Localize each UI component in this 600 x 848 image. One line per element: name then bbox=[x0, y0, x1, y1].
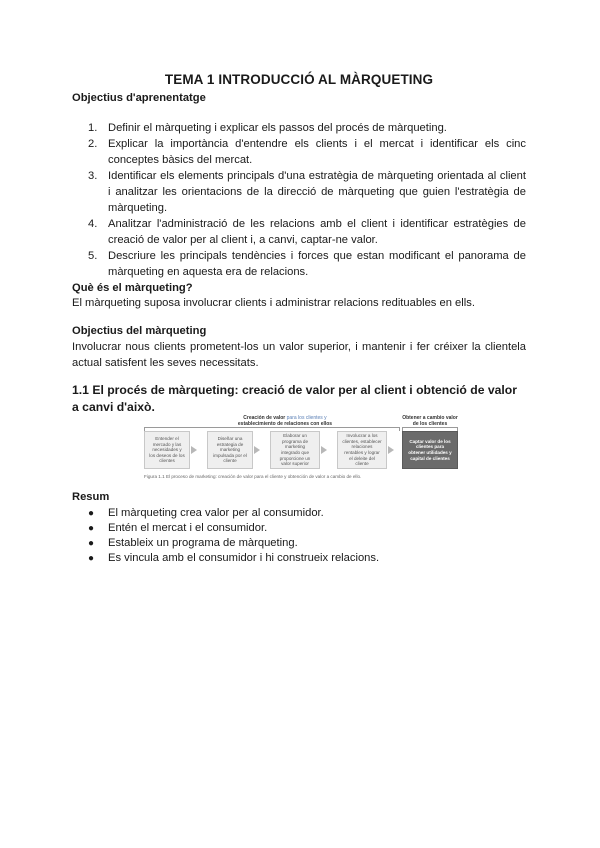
list-item: 1. Definir el màrqueting i explicar els passos del procés de màrqueting. bbox=[88, 122, 447, 134]
page-title: TEMA 1 INTRODUCCIÓ AL MÀRQUETING bbox=[164, 72, 434, 87]
list-item: ● Entén el mercat i el consumidor. bbox=[88, 522, 268, 534]
list-item: 3. Identificar els elements principals d'una estratègia de màrqueting orientada al client i analitzar les orientacions de la direcció de màrqueting que guien l'estratègia de màrqueting. bbox=[88, 170, 526, 214]
arrow-icon bbox=[388, 446, 394, 454]
what-is-heading: Què és el màrqueting? bbox=[72, 282, 193, 294]
goals-text: Involucrar nous clients prometent-los un valor superior, i mantenir i fer créixer la clientela actual satisfent les seves necessitats. bbox=[72, 341, 526, 369]
list-item: ● Es vincula amb el consumidor i hi construeix relacions. bbox=[88, 552, 380, 564]
objectives-list bbox=[72, 120, 526, 280]
objectives-heading: Objectius d'aprenentatge bbox=[72, 92, 206, 104]
arrow-icon bbox=[191, 446, 197, 454]
summary-heading: Resum bbox=[72, 491, 110, 503]
process-heading: 1.1 El procés de màrqueting: creació de valor per al client i obtenció de valor a canvi d'això. bbox=[72, 383, 517, 414]
list-item: ● Estableix un programa de màrqueting. bbox=[88, 537, 298, 549]
list-item: 2. Explicar la importància d'entendre els clients i el mercat i identificar els cinc conceptes bàsics del mercat. bbox=[88, 138, 526, 166]
figure-header-left: Creación de valor para los clientes y establecimiento de relaciones con ellos bbox=[237, 415, 333, 427]
process-step-1: Entender el mercado y las necesidades y los deseos de los clientes bbox=[144, 431, 190, 469]
arrow-icon bbox=[254, 446, 260, 454]
figure-caption: Figura 1.1 El proceso de marketing: creación de valor para el cliente y obtención de valor a cambio de ello. bbox=[144, 474, 362, 479]
list-item: 4. Analitzar l'administració de les relacions amb el client i identificar estratègies de creació de valor per al client i, a canvi, captar-ne valor. bbox=[88, 218, 526, 246]
summary-list bbox=[72, 506, 526, 566]
what-is-text: El màrqueting suposa involucrar clients i administrar relacions redituables en ells. bbox=[72, 297, 475, 309]
process-step-3: Elaborar un programa de marketing integrado que proporcione un valor superior bbox=[270, 431, 320, 469]
goals-heading: Objectius del màrqueting bbox=[72, 325, 207, 337]
marketing-process-figure bbox=[140, 413, 460, 485]
process-step-4: Involucrar a los clientes, establecer relaciones rentables y lograr el deleite del cliente bbox=[337, 431, 387, 469]
list-item: ● El màrqueting crea valor per al consumidor. bbox=[88, 507, 324, 519]
process-step-2: Diseñar una estrategia de marketing impulsada por el cliente bbox=[207, 431, 253, 469]
process-step-5: Captar valor de los clientes para obtener utilidades y capital de clientes bbox=[402, 431, 458, 469]
figure-header-right: Obtener a cambio valor de los clientes bbox=[402, 415, 458, 427]
arrow-icon bbox=[321, 446, 327, 454]
list-item: 5. Descriure les principals tendències i forces que estan modificant el panorama de màrqueting en aquesta era de relacions. bbox=[88, 250, 526, 278]
